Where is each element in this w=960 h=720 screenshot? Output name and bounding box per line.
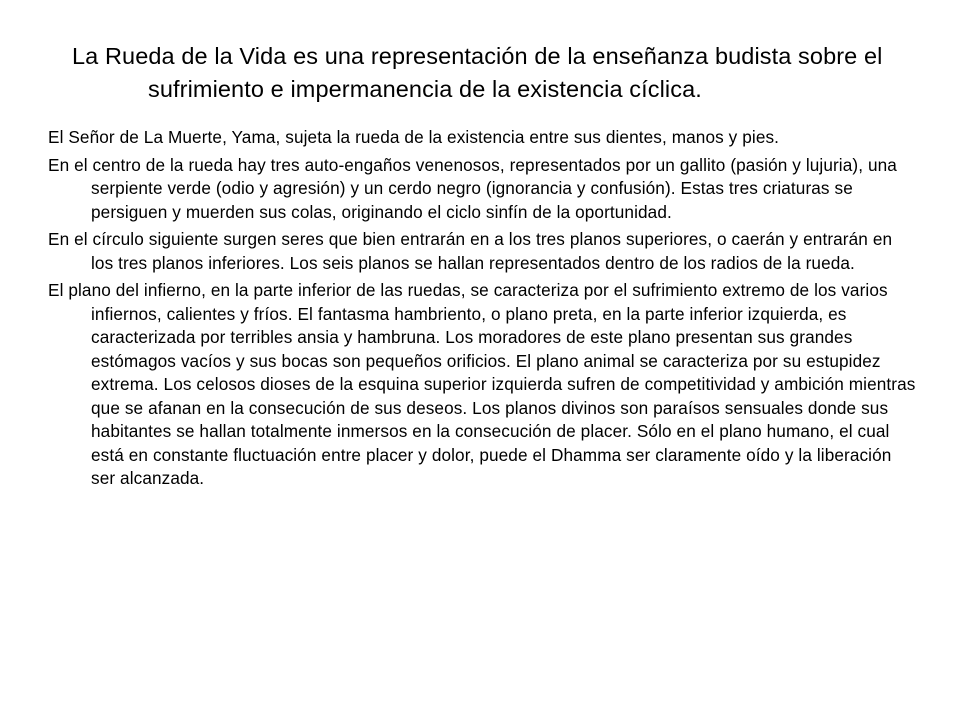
paragraph-three-poisons: En el centro de la rueda hay tres auto-engaños venenosos, representados por un gallito (pasión y lujuria), una serpiente verde (odio y agresión) y un cerdo negro (ignorancia y confusión). Estas tres criaturas se persiguen y muerden sus colas, originando el ciclo sinfín de la oportunidad. — [48, 154, 897, 222]
slide-body — [48, 126, 918, 495]
paragraph-six-realms: El plano del infierno, en la parte inferior de las ruedas, se caracteriza por el sufrimiento extremo de los varios infiernos, calientes y fríos. El fantasma hambriento, o plano preta, en la parte inferior izquierda, es caracterizada por terribles ansia y hambruna. Los moradores de este plano presentan sus grandes estómagos vacíos y sus bocas son pequeños orificios. El plano animal se caracteriza por su estupidez extrema. Los celosos dioses de la esquina superior izquierda sufren de competitividad y ambición mientras que se afanan en la consecución de sus deseos. Los planos divinos son paraísos sensuales donde sus habitantes se hallan totalmente inmersos en la consecución de placer. Sólo en el plano humano, el cual está en constante fluctuación entre placer y dolor, puede el Dhamma ser claramente oído y la liberación ser alcanzada. — [48, 280, 916, 488]
slide-title: La Rueda de la Vida es una representación de la enseñanza budista sobre el sufrimiento e impermanencia de la existencia cíclica. — [72, 43, 883, 102]
paragraph-yama: El Señor de La Muerte, Yama, sujeta la rueda de la existencia entre sus dientes, manos y pies. — [48, 127, 780, 147]
paragraph-next-circle: En el círculo siguiente surgen seres que bien entrarán en a los tres planos superiores, o caerán y entrarán en los tres planos inferiores. Los seis planos se hallan representados dentro de los radios de la rueda. — [48, 229, 893, 273]
